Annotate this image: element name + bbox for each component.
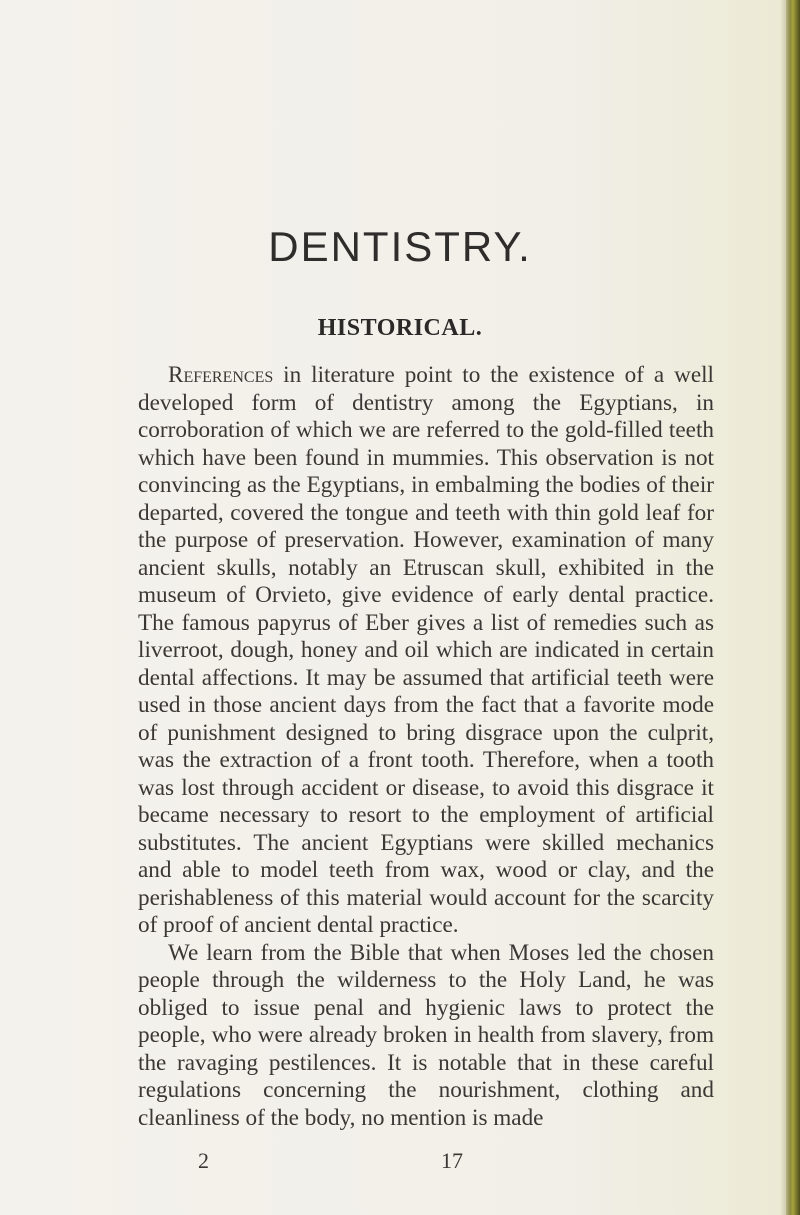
paragraph-1-body: in literature point to the existence of a well developed form of dentistry among the Egyptians, in corroboration of which we are referred to the gold-filled teeth which have been found in mummies. This observation is not convincing as the Egyptians, in embalming the bodies of their departed, covered the tongue and teeth with thin gold leaf for the purpose of preservation. However, examination of many ancient skulls, notably an Etruscan skull, exhibited in the museum of Orvieto, give evidence of early dental practice. The famous papyrus of Eber gives a list of remedies such as liverroot, dough, honey and oil which are indicated in certain dental affections. It may be assumed that artificial teeth were used in those ancient days from the fact that a favorite mode of punishment designed to bring disgrace upon the culprit, was the extraction of a front tooth. Therefore, when a tooth was lost through accident or disease, to avoid this disgrace it became necessary to resort to the employment of artificial substitutes. The ancient Egyptians were skilled mechanics and able to model teeth from wax, wood or clay, and the perishableness of this material would account for the scarcity of proof of ancient dental practice. xyxy=(138,362,714,938)
signature-mark: 2 xyxy=(198,1148,209,1173)
paragraph-2: We learn from the Bible that when Moses led the chosen people through the wilderness to the Holy Land, he was obliged to issue penal and hygienic laws to protect the people, who were already broken in health from slavery, from the ravaging pestilences. It is notable that in these careful regulations concerning the nourishment, clothing and cleanliness of the body, no mention is made xyxy=(138,939,714,1131)
paragraph-1 xyxy=(138,362,714,940)
paragraph-1-lead: References xyxy=(168,362,274,388)
chapter-title: DENTISTRY. xyxy=(268,223,532,270)
page-number: 17 xyxy=(441,1148,463,1173)
page-footer xyxy=(138,1148,714,1178)
section-heading: HISTORICAL. xyxy=(317,315,483,341)
body-text xyxy=(138,362,714,1132)
book-edge xyxy=(786,0,800,1215)
